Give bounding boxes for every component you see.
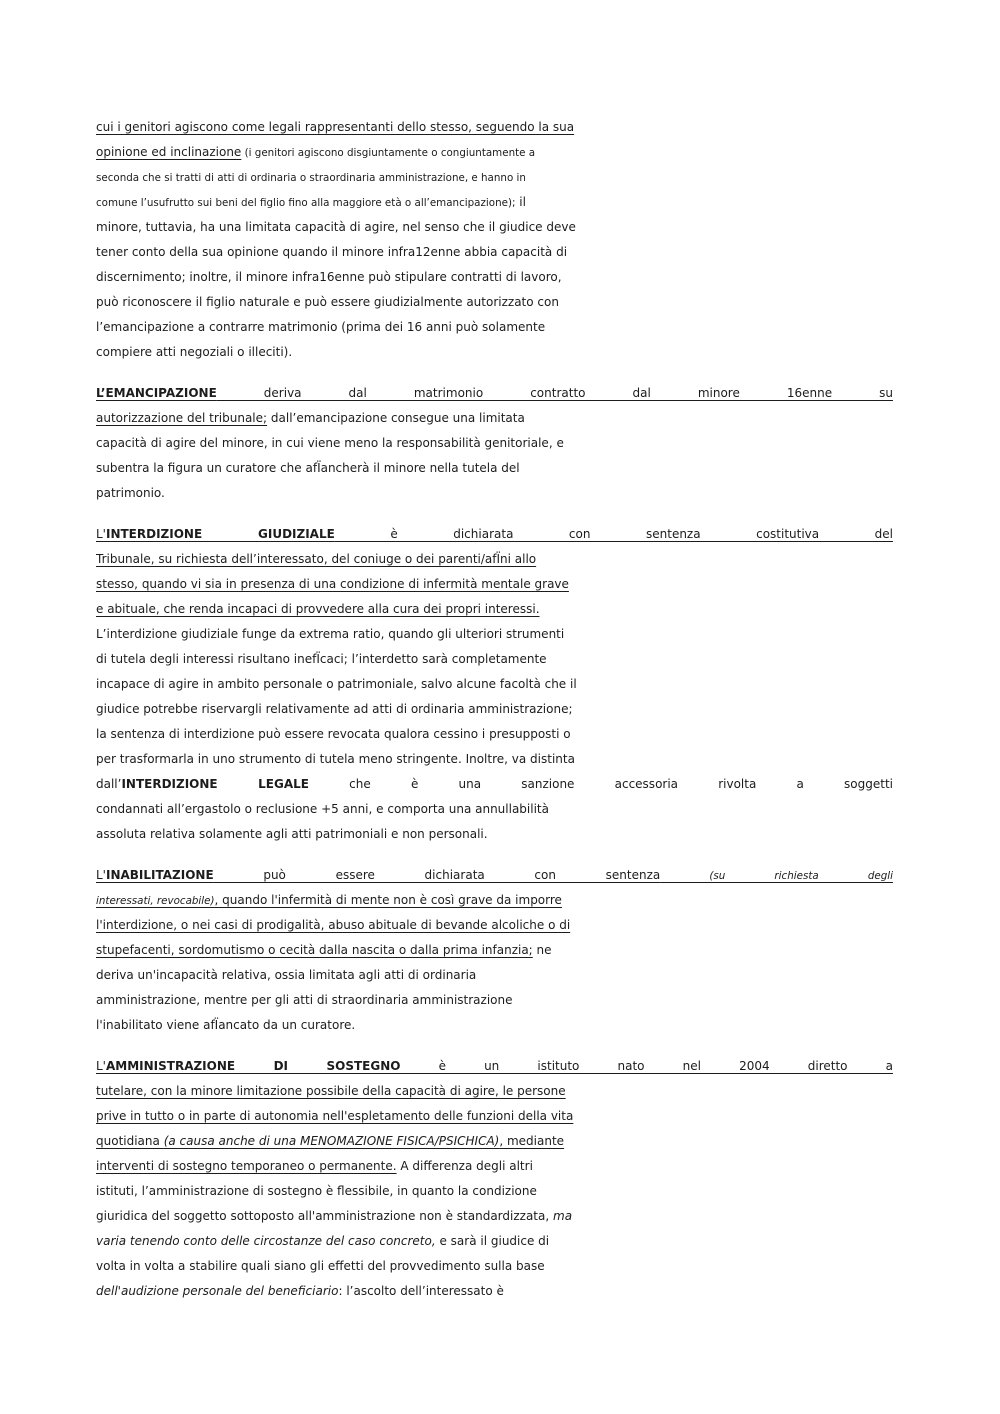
text-run: A differenza degli altri (396, 1159, 533, 1173)
text-run: incapace di agire in ambito personale o patrimoniale, salvo alcune facoltà che il (96, 677, 577, 691)
text-line (96, 1013, 893, 1038)
paragraph (96, 115, 893, 365)
bold-term: INABILITAZIONE (105, 868, 214, 882)
text-line (96, 963, 893, 988)
text-line (96, 1154, 893, 1179)
text-run: dell'audizione personale del beneficiario (96, 1284, 339, 1298)
text-line (96, 697, 893, 722)
text-line (96, 1254, 893, 1279)
text-run: ne (532, 943, 552, 957)
text-line (96, 913, 893, 938)
text-run: , quando l'infermità di mente non è così grave da imporre (214, 893, 562, 907)
text-run: volta in volta a stabilire quali siano gli effetti del provvedimento sulla base (96, 1259, 545, 1273)
text-line (96, 1054, 893, 1079)
text-line (96, 1129, 893, 1154)
text-run: deriva un'incapacità relativa, ossia limitata agli atti di ordinaria (96, 968, 477, 982)
text-line (96, 340, 893, 365)
text-line (96, 722, 893, 747)
text-run: per trasformarla in uno strumento di tutela meno stringente. Inoltre, va distinta (96, 752, 575, 766)
text-run: l’emancipazione a contrarre matrimonio (prima dei 16 anni può solamente (96, 320, 546, 334)
text-line (96, 190, 893, 215)
text-run: seconda che si tratti di atti di ordinaria o straordinaria amministrazione, e hanno in (96, 172, 526, 184)
text-run: capacità di agire del minore, in cui viene meno la responsabilità genitoriale, e (96, 436, 564, 450)
paragraph (96, 1054, 893, 1304)
text-run: il (515, 195, 526, 209)
text-line (96, 315, 893, 340)
text-line (96, 381, 893, 406)
text-line (96, 165, 893, 190)
text-line (96, 772, 893, 797)
text-run: può riconoscere il figlio naturale e può essere giudizialmente autorizzato con (96, 295, 559, 309)
text-run: Tribunale, su richiesta dell’interessato, del coniuge o dei parenti/afÏni allo (96, 552, 537, 566)
text-run: istituti, l’amministrazione di sostegno è flessibile, in quanto la condizione (96, 1184, 537, 1198)
text-run: interventi di sostegno temporaneo o permanente. (96, 1159, 397, 1173)
text-line (96, 215, 893, 240)
text-line (96, 1279, 893, 1304)
text-run: prive in tutto o in parte di autonomia nell'espletamento delle funzioni della vita (96, 1109, 574, 1123)
text-run: giuridica del soggetto sottoposto all'amministrazione non è standardizzata, (96, 1209, 553, 1223)
text-line (96, 863, 893, 888)
text-line (96, 290, 893, 315)
text-run: l'inabilitato viene afÏancato da un curatore. (96, 1018, 356, 1032)
document-body (96, 115, 893, 1304)
text-line (96, 522, 893, 547)
text-line (96, 672, 893, 697)
text-run: patrimonio. (96, 486, 165, 500)
text-run: amministrazione, mentre per gli atti di straordinaria amministrazione (96, 993, 513, 1007)
text-run: giudice potrebbe riservargli relativamente ad atti di ordinaria amministrazione; (96, 702, 573, 716)
text-run: quotidiana (96, 1134, 164, 1148)
text-run: può essere dichiarata con sentenza (213, 868, 661, 882)
text-line (96, 622, 893, 647)
text-run: e abituale, che renda incapaci di provvedere alla cura dei propri interessi. (96, 602, 540, 616)
text-run: (a causa anche di una MENOMAZIONE FISICA/PSICHICA) (163, 1134, 500, 1148)
text-run: : l’ascolto dell’interessato è (338, 1284, 504, 1298)
text-line (96, 115, 893, 140)
text-line (96, 572, 893, 597)
text-line (96, 647, 893, 672)
text-run: L' (96, 1059, 106, 1073)
text-line (96, 888, 893, 913)
text-run: L’interdizione giudiziale funge da extrema ratio, quando gli ulteriori strumenti (96, 627, 565, 641)
paragraph (96, 863, 893, 1038)
text-line (96, 797, 893, 822)
text-line (96, 822, 893, 847)
text-line (96, 1204, 893, 1229)
text-run: minore, tuttavia, ha una limitata capacità di agire, nel senso che il giudice deve (96, 220, 576, 234)
text-run: tener conto della sua opinione quando il minore infra12enne abbia capacità di (96, 245, 568, 259)
text-line (96, 938, 893, 963)
text-run: cui i genitori agiscono come legali rappresentanti dello stesso, seguendo la sua (96, 120, 575, 134)
text-line (96, 140, 893, 165)
bold-term: AMMINISTRAZIONE DI SOSTEGNO (105, 1059, 401, 1073)
text-line (96, 240, 893, 265)
text-run: interessati, revocabile) (96, 895, 215, 907)
text-line (96, 265, 893, 290)
text-run: la sentenza di interdizione può essere revocata qualora cessino i presupposti o (96, 727, 571, 741)
paragraph (96, 381, 893, 506)
text-line (96, 481, 893, 506)
text-run: autorizzazione del tribunale; (96, 411, 268, 425)
text-run: l'interdizione, o nei casi di prodigalità, abuso abituale di bevande alcoliche o di (96, 918, 571, 932)
text-run: comune l’usufrutto sui beni del figlio fino alla maggiore età o all’emancipazione); (96, 197, 516, 209)
text-run: deriva dal matrimonio contratto dal minore 16enne su (216, 386, 893, 400)
text-run: è un istituto nato nel 2004 diretto a (400, 1059, 893, 1073)
text-run: assoluta relativa solamente agli atti patrimoniali e non personali. (96, 827, 488, 841)
text-run: compiere atti negoziali o illeciti). (96, 345, 293, 359)
text-run: ma (553, 1209, 573, 1223)
text-run: (i genitori agiscono disgiuntamente o congiuntamente a (241, 147, 536, 159)
bold-term: INTERDIZIONE LEGALE (121, 777, 309, 791)
text-run: opinione ed inclinazione (96, 145, 242, 159)
text-run: dall’emancipazione consegue una limitata (267, 411, 525, 425)
text-line (96, 1079, 893, 1104)
text-line (96, 1229, 893, 1254)
text-line (96, 456, 893, 481)
text-run: L' (96, 868, 106, 882)
paragraph (96, 522, 893, 847)
bold-term: L’EMANCIPAZIONE (96, 386, 217, 400)
text-run: di tutela degli interessi risultano inefÏcaci; l’interdetto sarà completamente (96, 652, 547, 666)
text-run: che è una sanzione accessoria rivolta a soggetti (309, 777, 893, 791)
text-line (96, 988, 893, 1013)
text-run: condannati all’ergastolo o reclusione +5 anni, e comporta una annullabilità (96, 802, 549, 816)
text-run: varia tenendo conto delle circostanze del caso concreto, (96, 1234, 436, 1248)
text-line (96, 406, 893, 431)
text-line (96, 547, 893, 572)
text-run: , mediante (499, 1134, 565, 1148)
text-run: stesso, quando vi sia in presenza di una condizione di infermità mentale grave (96, 577, 569, 591)
text-line (96, 1179, 893, 1204)
text-run: L' (96, 527, 106, 541)
text-run: (su richiesta degli (660, 870, 893, 882)
text-run: è dichiarata con sentenza costitutiva del (334, 527, 893, 541)
text-run: dall’ (96, 777, 122, 791)
text-run: e sarà il giudice di (435, 1234, 550, 1248)
text-line (96, 431, 893, 456)
text-line (96, 1104, 893, 1129)
text-line (96, 747, 893, 772)
text-run: stupefacenti, sordomutismo o cecità dalla nascita o dalla prima infanzia; (96, 943, 533, 957)
text-run: discernimento; inoltre, il minore infra16enne può stipulare contratti di lavoro, (96, 270, 562, 284)
text-run: tutelare, con la minore limitazione possibile della capacità di agire, le persone (96, 1084, 566, 1098)
bold-term: INTERDIZIONE GIUDIZIALE (105, 527, 335, 541)
text-run: subentra la figura un curatore che afÏancherà il minore nella tutela del (96, 461, 520, 475)
text-line (96, 597, 893, 622)
